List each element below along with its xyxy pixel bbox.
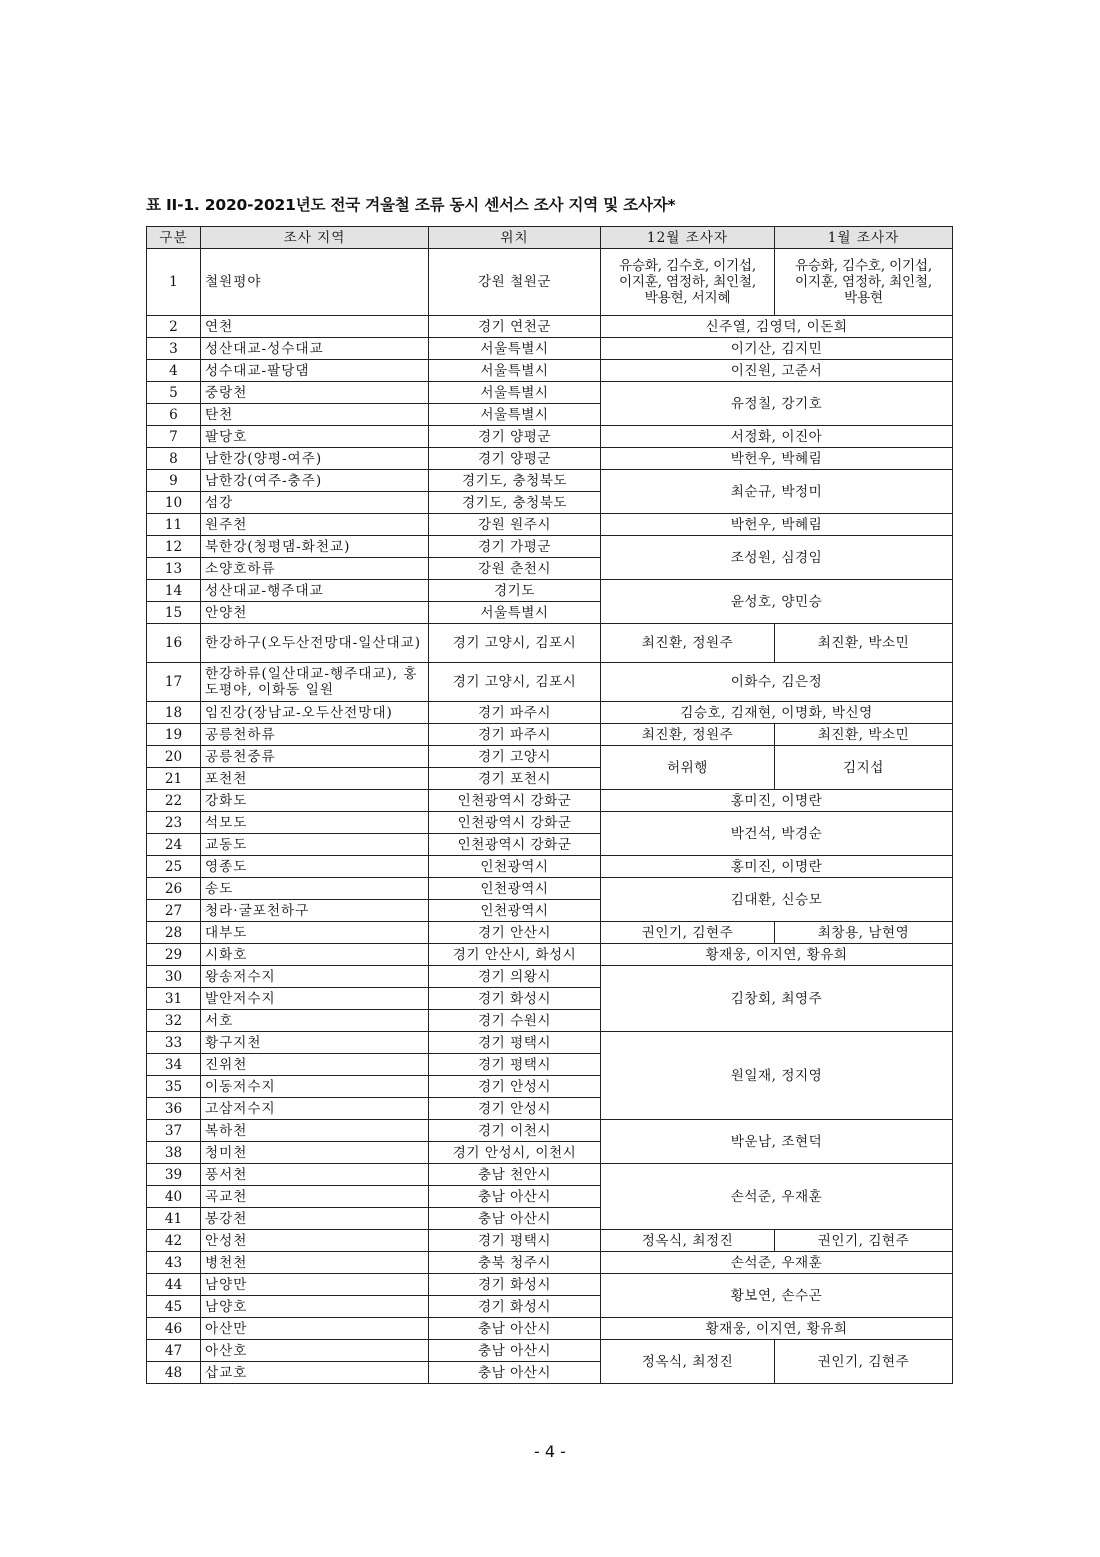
- surveyor-line: 박용현, 서지혜: [644, 290, 731, 306]
- survey-area: 황구지천: [201, 1032, 429, 1054]
- surveyor-line: 유승화, 김수호, 이기섭,: [619, 258, 756, 274]
- surveyors: 윤성호, 양민승: [601, 580, 953, 624]
- surveyors: 박헌우, 박혜림: [601, 448, 953, 470]
- surveyor-line: 이지훈, 염정하, 최인철,: [619, 274, 756, 290]
- january-surveyors: [775, 249, 953, 316]
- december-surveyors: 정옥식, 최정진: [601, 1230, 775, 1252]
- surveyors: 홍미진, 이명란: [601, 856, 953, 878]
- row-number: 43: [147, 1252, 201, 1274]
- survey-location: 경기 의왕시: [429, 966, 601, 988]
- survey-area: 삽교호: [201, 1362, 429, 1384]
- survey-area: 진위천: [201, 1054, 429, 1076]
- survey-area: 발안저수지: [201, 988, 429, 1010]
- december-surveyors: 최진환, 정원주: [601, 724, 775, 746]
- header-no: 구분: [147, 227, 201, 249]
- survey-area: 철원평야: [201, 249, 429, 316]
- survey-location: 경기도, 충청북도: [429, 492, 601, 514]
- survey-location: 인천광역시 강화군: [429, 834, 601, 856]
- row-number: 42: [147, 1230, 201, 1252]
- table-row: [147, 249, 953, 316]
- row-number: 9: [147, 470, 201, 492]
- row-number: 28: [147, 922, 201, 944]
- survey-area: 아산만: [201, 1318, 429, 1340]
- surveyors: 유정칠, 강기호: [601, 382, 953, 426]
- survey-location: 충북 청주시: [429, 1252, 601, 1274]
- row-number: 37: [147, 1120, 201, 1142]
- row-number: 11: [147, 514, 201, 536]
- survey-area: 서호: [201, 1010, 429, 1032]
- survey-location: 경기도, 충청북도: [429, 470, 601, 492]
- survey-location: 경기 화성시: [429, 1274, 601, 1296]
- row-number: 38: [147, 1142, 201, 1164]
- surveyors: 황재웅, 이지연, 황유희: [601, 944, 953, 966]
- survey-area: 봉강천: [201, 1208, 429, 1230]
- table-row: [147, 470, 953, 492]
- surveyors: 이기산, 김지민: [601, 338, 953, 360]
- survey-location: 충남 아산시: [429, 1318, 601, 1340]
- survey-area: 곡교천: [201, 1186, 429, 1208]
- survey-area: 공릉천하류: [201, 724, 429, 746]
- survey-area: 안양천: [201, 602, 429, 624]
- survey-location: 경기 포천시: [429, 768, 601, 790]
- row-number: 31: [147, 988, 201, 1010]
- table-row: [147, 746, 953, 768]
- table-row: [147, 856, 953, 878]
- row-number: 5: [147, 382, 201, 404]
- survey-area: 대부도: [201, 922, 429, 944]
- survey-area: 원주천: [201, 514, 429, 536]
- row-number: 3: [147, 338, 201, 360]
- december-surveyors: 최진환, 정원주: [601, 624, 775, 663]
- survey-location: 경기 안산시, 화성시: [429, 944, 601, 966]
- row-number: 2: [147, 316, 201, 338]
- survey-area: 아산호: [201, 1340, 429, 1362]
- surveyors: 김승호, 김재현, 이명화, 박신영: [601, 702, 953, 724]
- survey-table: [146, 226, 953, 1384]
- row-number: 6: [147, 404, 201, 426]
- row-number: 21: [147, 768, 201, 790]
- row-number: 39: [147, 1164, 201, 1186]
- survey-location: 강원 춘천시: [429, 558, 601, 580]
- surveyors: 이진원, 고준서: [601, 360, 953, 382]
- survey-location: 경기 고양시, 김포시: [429, 624, 601, 663]
- table-row: [147, 360, 953, 382]
- survey-location: 경기 안성시, 이천시: [429, 1142, 601, 1164]
- survey-location: 서울특별시: [429, 602, 601, 624]
- surveyors: 이화수, 김은정: [601, 663, 953, 702]
- surveyor-line: 유승화, 김수호, 이기섭,: [795, 258, 932, 274]
- january-surveyors: 권인기, 김현주: [775, 1230, 953, 1252]
- row-number: 15: [147, 602, 201, 624]
- row-number: 48: [147, 1362, 201, 1384]
- survey-location: 서울특별시: [429, 404, 601, 426]
- survey-location: 경기 양평군: [429, 448, 601, 470]
- survey-location: 충남 아산시: [429, 1362, 601, 1384]
- table-row: [147, 944, 953, 966]
- survey-area: 복하천: [201, 1120, 429, 1142]
- survey-location: 경기 안성시: [429, 1098, 601, 1120]
- survey-area: 시화호: [201, 944, 429, 966]
- row-number: 8: [147, 448, 201, 470]
- surveyors: 신주열, 김영덕, 이돈희: [601, 316, 953, 338]
- table-row: [147, 790, 953, 812]
- table-row: [147, 1274, 953, 1296]
- surveyors: 서정화, 이진아: [601, 426, 953, 448]
- january-surveyors: 권인기, 김현주: [775, 1340, 953, 1384]
- table-caption: 표 II-1. 2020-2021년도 전국 겨울철 조류 동시 센서스 조사 지역 및 조사자*: [146, 196, 676, 214]
- surveyors: 홍미진, 이명란: [601, 790, 953, 812]
- survey-area: 성산대교-행주대교: [201, 580, 429, 602]
- survey-location: 경기 화성시: [429, 988, 601, 1010]
- survey-area: 청라·굴포천하구: [201, 900, 429, 922]
- survey-location: 경기 고양시, 김포시: [429, 663, 601, 702]
- surveyors: 조성원, 심경임: [601, 536, 953, 580]
- survey-location: 인천광역시: [429, 900, 601, 922]
- row-number: 45: [147, 1296, 201, 1318]
- table-row: [147, 966, 953, 988]
- survey-location: 경기 양평군: [429, 426, 601, 448]
- surveyors: 박헌우, 박혜림: [601, 514, 953, 536]
- row-number: 26: [147, 878, 201, 900]
- row-number: 40: [147, 1186, 201, 1208]
- surveyors: 손석준, 우재훈: [601, 1252, 953, 1274]
- surveyors: 원일재, 정지영: [601, 1032, 953, 1120]
- survey-area: 임진강(장남교-오두산전망대): [201, 702, 429, 724]
- survey-location: 경기 수원시: [429, 1010, 601, 1032]
- row-number: 47: [147, 1340, 201, 1362]
- header-area: 조사 지역: [201, 227, 429, 249]
- row-number: 17: [147, 663, 201, 702]
- row-number: 12: [147, 536, 201, 558]
- survey-area: 북한강(청평댐-화천교): [201, 536, 429, 558]
- table-row: [147, 1318, 953, 1340]
- page-number: - 4 -: [534, 1442, 566, 1461]
- surveyors: 황보연, 손수곤: [601, 1274, 953, 1318]
- december-surveyors: 허위행: [601, 746, 775, 790]
- survey-location: 서울특별시: [429, 338, 601, 360]
- row-number: 10: [147, 492, 201, 514]
- table-row: [147, 426, 953, 448]
- row-number: 41: [147, 1208, 201, 1230]
- december-surveyors: [601, 249, 775, 316]
- survey-area: 풍서천: [201, 1164, 429, 1186]
- survey-area: 연천: [201, 316, 429, 338]
- survey-area: 섬강: [201, 492, 429, 514]
- survey-location: 경기 평택시: [429, 1230, 601, 1252]
- survey-location: 서울특별시: [429, 360, 601, 382]
- survey-location: 경기 가평군: [429, 536, 601, 558]
- survey-area: 석모도: [201, 812, 429, 834]
- table-row: [147, 1252, 953, 1274]
- row-number: 13: [147, 558, 201, 580]
- table-row: [147, 536, 953, 558]
- survey-area: 송도: [201, 878, 429, 900]
- row-number: 33: [147, 1032, 201, 1054]
- survey-location: 경기 이천시: [429, 1120, 601, 1142]
- surveyors: 손석준, 우재훈: [601, 1164, 953, 1230]
- row-number: 32: [147, 1010, 201, 1032]
- surveyors: 박건석, 박경순: [601, 812, 953, 856]
- row-number: 1: [147, 249, 201, 316]
- row-number: 24: [147, 834, 201, 856]
- survey-location: 경기 평택시: [429, 1032, 601, 1054]
- survey-location: 인천광역시: [429, 878, 601, 900]
- december-surveyors: 정옥식, 최정진: [601, 1340, 775, 1384]
- row-number: 16: [147, 624, 201, 663]
- survey-area: 남한강(여주-충주): [201, 470, 429, 492]
- survey-area: 성산대교-성수대교: [201, 338, 429, 360]
- survey-area: 청미천: [201, 1142, 429, 1164]
- table-row: [147, 1120, 953, 1142]
- survey-area: 병천천: [201, 1252, 429, 1274]
- row-number: 25: [147, 856, 201, 878]
- survey-area: 중랑천: [201, 382, 429, 404]
- table-row: [147, 922, 953, 944]
- surveyors: 김창회, 최영주: [601, 966, 953, 1032]
- row-number: 36: [147, 1098, 201, 1120]
- table-row: [147, 1340, 953, 1362]
- survey-location: 충남 천안시: [429, 1164, 601, 1186]
- survey-location: 충남 아산시: [429, 1186, 601, 1208]
- row-number: 20: [147, 746, 201, 768]
- header-location: 위치: [429, 227, 601, 249]
- row-number: 35: [147, 1076, 201, 1098]
- survey-location: 서울특별시: [429, 382, 601, 404]
- surveyors: 김대환, 신승모: [601, 878, 953, 922]
- header-december-surveyors: 12월 조사자: [601, 227, 775, 249]
- survey-area: 포천천: [201, 768, 429, 790]
- row-number: 30: [147, 966, 201, 988]
- survey-area: 남양만: [201, 1274, 429, 1296]
- survey-location: 인천광역시 강화군: [429, 790, 601, 812]
- table-row: [147, 724, 953, 746]
- survey-location: 경기 평택시: [429, 1054, 601, 1076]
- row-number: 23: [147, 812, 201, 834]
- table-row: [147, 1164, 953, 1186]
- surveyors: 황재웅, 이지연, 황유희: [601, 1318, 953, 1340]
- december-surveyors: 권인기, 김현주: [601, 922, 775, 944]
- survey-area: 왕송저수지: [201, 966, 429, 988]
- survey-location: 경기 고양시: [429, 746, 601, 768]
- survey-area: 안성천: [201, 1230, 429, 1252]
- survey-area: 한강하류(일산대교-행주대교), 홍도평야, 이화동 일원: [201, 663, 429, 702]
- survey-area: 남양호: [201, 1296, 429, 1318]
- survey-location: 인천광역시: [429, 856, 601, 878]
- survey-area: 팔당호: [201, 426, 429, 448]
- row-number: 34: [147, 1054, 201, 1076]
- survey-location: 충남 아산시: [429, 1340, 601, 1362]
- row-number: 22: [147, 790, 201, 812]
- survey-area: 한강하구(오두산전망대-일산대교): [201, 624, 429, 663]
- survey-area: 강화도: [201, 790, 429, 812]
- january-surveyors: 최진환, 박소민: [775, 724, 953, 746]
- surveyors: 박운남, 조현덕: [601, 1120, 953, 1164]
- survey-location: 경기 안성시: [429, 1076, 601, 1098]
- survey-area: 영종도: [201, 856, 429, 878]
- table-row: [147, 1032, 953, 1054]
- survey-location: 경기 화성시: [429, 1296, 601, 1318]
- row-number: 27: [147, 900, 201, 922]
- survey-area: 남한강(양평-여주): [201, 448, 429, 470]
- survey-location: 인천광역시 강화군: [429, 812, 601, 834]
- surveyor-line: 이지훈, 염정하, 최인철,: [795, 274, 932, 290]
- row-number: 19: [147, 724, 201, 746]
- survey-location: 경기도: [429, 580, 601, 602]
- table-row: [147, 812, 953, 834]
- table-row: [147, 580, 953, 602]
- survey-location: 경기 파주시: [429, 702, 601, 724]
- table-row: [147, 382, 953, 404]
- table-row: [147, 878, 953, 900]
- row-number: 29: [147, 944, 201, 966]
- row-number: 44: [147, 1274, 201, 1296]
- survey-location: 강원 원주시: [429, 514, 601, 536]
- table-row: [147, 702, 953, 724]
- survey-location: 강원 철원군: [429, 249, 601, 316]
- surveyors: 최순규, 박정미: [601, 470, 953, 514]
- row-number: 4: [147, 360, 201, 382]
- row-number: 18: [147, 702, 201, 724]
- survey-area: 공릉천중류: [201, 746, 429, 768]
- table-header-row: [147, 227, 953, 249]
- row-number: 14: [147, 580, 201, 602]
- survey-location: 경기 연천군: [429, 316, 601, 338]
- table-row: [147, 448, 953, 470]
- survey-area: 교동도: [201, 834, 429, 856]
- january-surveyors: 최창용, 남현영: [775, 922, 953, 944]
- row-number: 7: [147, 426, 201, 448]
- january-surveyors: 최진환, 박소민: [775, 624, 953, 663]
- survey-area: 소양호하류: [201, 558, 429, 580]
- surveyor-line: 박용현: [844, 290, 883, 306]
- survey-location: 경기 안산시: [429, 922, 601, 944]
- survey-area: 고삼저수지: [201, 1098, 429, 1120]
- table-row: [147, 624, 953, 663]
- header-january-surveyors: 1월 조사자: [775, 227, 953, 249]
- table-row: [147, 1230, 953, 1252]
- table-row: [147, 316, 953, 338]
- survey-location: 충남 아산시: [429, 1208, 601, 1230]
- row-number: 46: [147, 1318, 201, 1340]
- january-surveyors: 김지섭: [775, 746, 953, 790]
- table-row: [147, 514, 953, 536]
- survey-area: 성수대교-팔당댐: [201, 360, 429, 382]
- table-row: [147, 338, 953, 360]
- survey-location: 경기 파주시: [429, 724, 601, 746]
- table-row: [147, 663, 953, 702]
- survey-area: 이동저수지: [201, 1076, 429, 1098]
- survey-area: 탄천: [201, 404, 429, 426]
